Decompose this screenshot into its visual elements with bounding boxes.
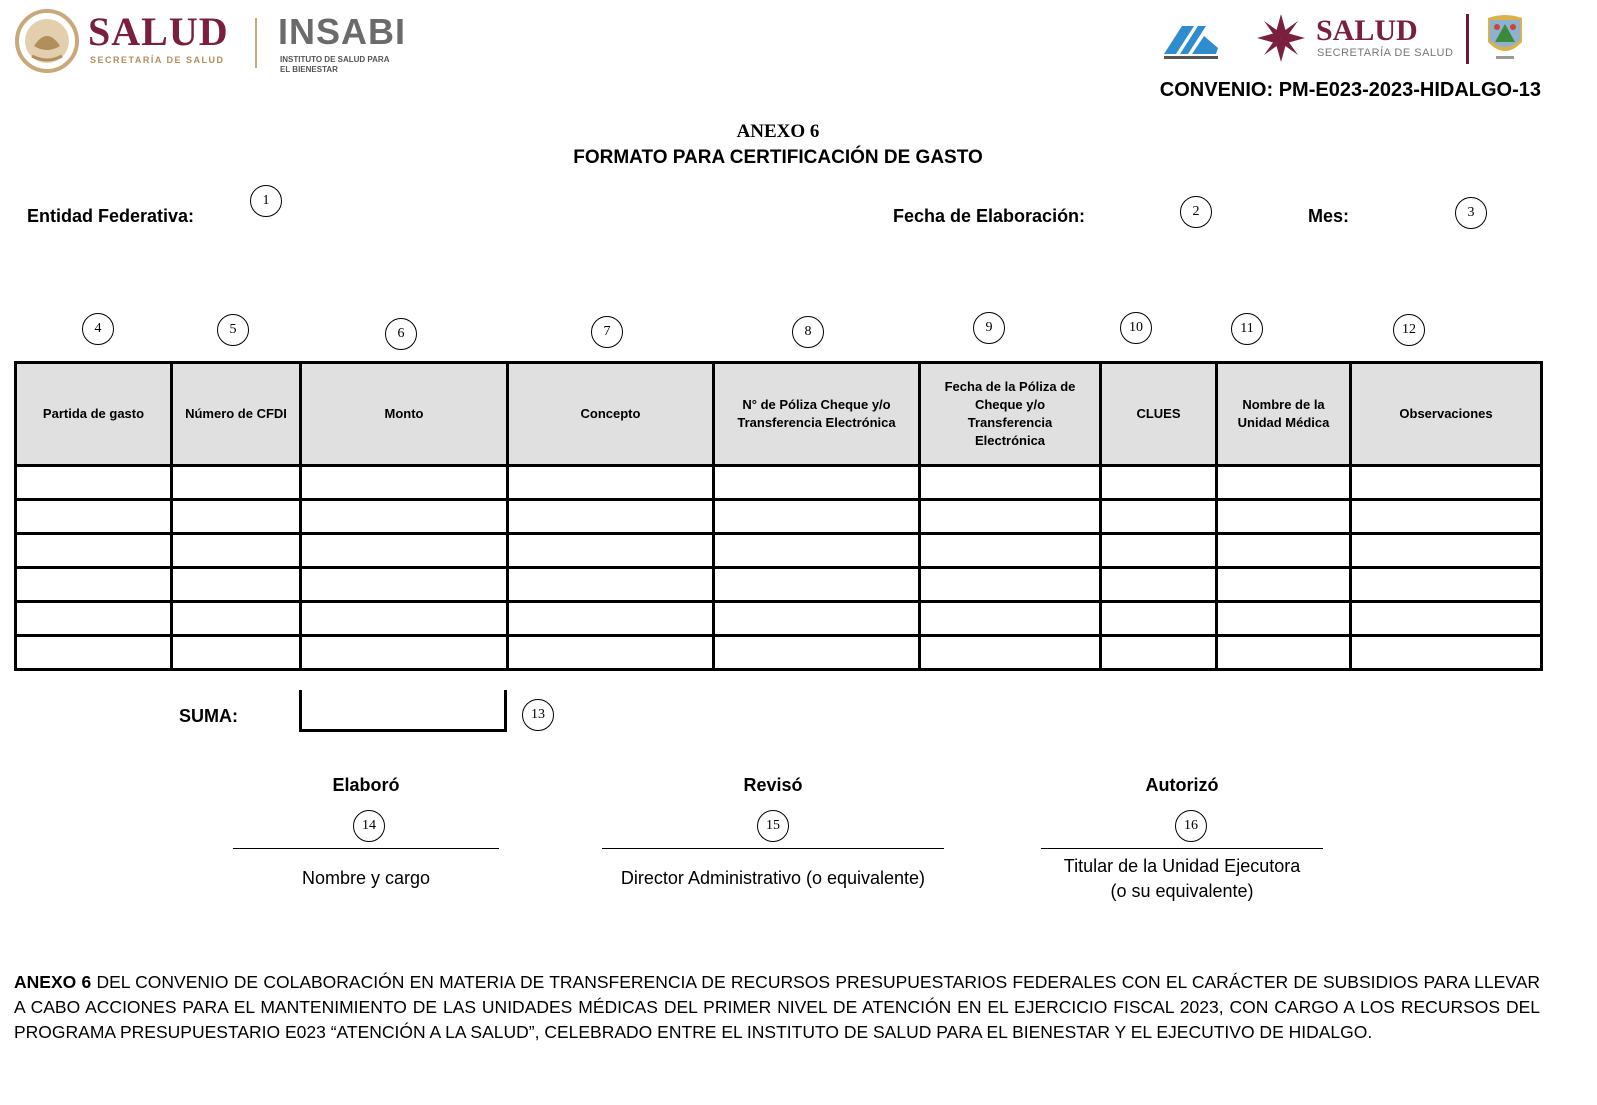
right-logo-divider (1466, 14, 1469, 64)
hidalgo-coat-of-arms-icon (1482, 12, 1528, 64)
marker-9: 9 (973, 312, 1005, 344)
signature-reviso-role: Director Administrativo (o equivalente) (620, 868, 926, 888)
footer-body: DEL CONVENIO DE COLABORACIÓN EN MATERIA DE TRANSFERENCIA DE RECURSOS PRESUPUESTARIOS FEDERALES CON EL CARÁCTER DE SUBSIDIOS PARA LLEVAR A CABO ACCIONES PARA EL MANTENIMIENTO DE LAS UNIDADES MÉDICAS DEL PRIMER NIVEL DE ATENCIÓN EN EL EJERCICIO FISCAL 2023, CON CARGO A LOS RECURSOS DEL PROGRAMA PRESUPUESTARIO E023 “ATENCIÓN A LA SALUD”, CELEBRADO ENTRE EL INSTITUTO DE SALUD PARA EL BIENESTAR Y EL EJECUTIVO DE HIDALGO. (14, 972, 1541, 1042)
table-cell[interactable] (172, 636, 301, 670)
marker-10: 10 (1120, 312, 1152, 344)
ssh-logo-icon (1160, 18, 1224, 62)
marker-12: 12 (1393, 314, 1425, 346)
table-cell[interactable] (172, 466, 301, 500)
table-cell[interactable] (714, 636, 920, 670)
signature-autorizo-role-line2: (o su equivalente) (1110, 881, 1254, 901)
signature-autorizo-role-line1: Titular de la Unidad Ejecutora (1063, 856, 1301, 876)
fecha-elaboracion-label: Fecha de Elaboración: (893, 206, 1086, 226)
signature-autorizo-title: Autorizó (1145, 775, 1219, 795)
insabi-logo-text: INSABI (278, 11, 407, 52)
right-salud-logo-text: SALUD (1316, 14, 1418, 47)
table-cell[interactable] (1217, 534, 1351, 568)
marker-7: 7 (591, 316, 623, 348)
page-title: FORMATO PARA CERTIFICACIÓN DE GASTO (573, 147, 983, 168)
col-header-partida: Partida de gasto (16, 363, 172, 466)
marker-1: 1 (250, 185, 282, 217)
table-cell[interactable] (1351, 534, 1542, 568)
table-row (16, 534, 1542, 568)
marker-15: 15 (757, 810, 789, 842)
entidad-federativa-label: Entidad Federativa: (27, 206, 195, 226)
table-cell[interactable] (1351, 636, 1542, 670)
table-cell[interactable] (1351, 602, 1542, 636)
table-cell[interactable] (1101, 602, 1217, 636)
table-body (16, 466, 1542, 670)
table-cell[interactable] (1101, 568, 1217, 602)
col-header-cfdi: Número de CFDI (172, 363, 301, 466)
table-cell[interactable] (1217, 568, 1351, 602)
table-cell[interactable] (1217, 636, 1351, 670)
col-header-clues: CLUES (1101, 363, 1217, 466)
salud-logo-subtitle: SECRETARÍA DE SALUD (90, 55, 225, 65)
table-cell[interactable] (920, 466, 1101, 500)
table-cell[interactable] (714, 602, 920, 636)
insabi-subtitle-line1: INSTITUTO DE SALUD PARA (280, 55, 390, 64)
table-cell[interactable] (508, 466, 714, 500)
table-cell[interactable] (16, 500, 172, 534)
signature-line-elaboro[interactable] (233, 848, 499, 849)
table-cell[interactable] (16, 568, 172, 602)
table-row (16, 568, 1542, 602)
table-cell[interactable] (508, 602, 714, 636)
convenio-number: CONVENIO: PM-E023-2023-HIDALGO-13 (1159, 79, 1541, 101)
table-cell[interactable] (1217, 466, 1351, 500)
col-header-observaciones: Observaciones (1351, 363, 1542, 466)
marker-16: 16 (1175, 810, 1207, 842)
table-cell[interactable] (16, 534, 172, 568)
table-cell[interactable] (172, 568, 301, 602)
table-cell[interactable] (301, 568, 508, 602)
marker-6: 6 (385, 318, 417, 350)
col-header-poliza: N° de Póliza Cheque y/o Transferencia Electrónica (714, 363, 920, 466)
suma-field[interactable] (299, 690, 507, 732)
table-cell[interactable] (1217, 602, 1351, 636)
insabi-subtitle-line2: EL BIENESTAR (280, 65, 338, 74)
table-row (16, 636, 1542, 670)
suma-label: SUMA: (179, 706, 238, 726)
signature-reviso-title: Revisó (743, 775, 803, 795)
expense-table (14, 361, 1543, 671)
table-cell[interactable] (1101, 466, 1217, 500)
table-header-row (16, 363, 1542, 466)
table-cell[interactable] (301, 466, 508, 500)
col-header-concepto: Concepto (508, 363, 714, 466)
table-cell[interactable] (172, 500, 301, 534)
marker-2: 2 (1180, 196, 1212, 228)
salud-logo-text: SALUD (88, 9, 229, 54)
table-cell[interactable] (1101, 534, 1217, 568)
signature-line-autorizo[interactable] (1041, 848, 1323, 849)
col-header-fecha-poliza: Fecha de la Póliza de Cheque y/o Transferencia Electrónica (920, 363, 1101, 466)
table-cell[interactable] (16, 636, 172, 670)
table-cell[interactable] (714, 568, 920, 602)
table-row (16, 466, 1542, 500)
marker-4: 4 (82, 313, 114, 345)
col-header-monto: Monto (301, 363, 508, 466)
marker-13: 13 (522, 699, 554, 731)
table-cell[interactable] (301, 534, 508, 568)
marker-3: 3 (1455, 197, 1487, 229)
signature-elaboro-role: Nombre y cargo (301, 868, 431, 888)
table-cell[interactable] (920, 500, 1101, 534)
table-cell[interactable] (301, 500, 508, 534)
table-cell[interactable] (1351, 500, 1542, 534)
table-cell[interactable] (714, 534, 920, 568)
table-cell[interactable] (301, 602, 508, 636)
table-cell[interactable] (920, 534, 1101, 568)
table-row (16, 602, 1542, 636)
table-cell[interactable] (1351, 466, 1542, 500)
table-cell[interactable] (301, 636, 508, 670)
table-cell[interactable] (508, 534, 714, 568)
table-cell[interactable] (16, 466, 172, 500)
marker-8: 8 (792, 316, 824, 348)
table-row (16, 500, 1542, 534)
signature-autorizo-role (1021, 854, 1343, 904)
table-cell[interactable] (1101, 500, 1217, 534)
table-cell[interactable] (920, 636, 1101, 670)
table-cell[interactable] (1101, 636, 1217, 670)
table-cell[interactable] (172, 602, 301, 636)
footer-legal-text (14, 970, 1540, 1045)
mexico-seal-icon (14, 8, 80, 74)
insabi-logo-subtitle (280, 55, 389, 75)
table-cell[interactable] (508, 568, 714, 602)
table-cell[interactable] (920, 602, 1101, 636)
table-cell[interactable] (1351, 568, 1542, 602)
marker-11: 11 (1231, 313, 1263, 345)
table-cell[interactable] (508, 636, 714, 670)
table-cell[interactable] (920, 568, 1101, 602)
marker-5: 5 (217, 314, 249, 346)
marker-14: 14 (353, 810, 385, 842)
footer-bold-prefix: ANEXO 6 (14, 972, 92, 992)
mes-label: Mes: (1308, 206, 1350, 226)
table-cell[interactable] (172, 534, 301, 568)
annex-title: ANEXO 6 (736, 121, 820, 142)
table-cell[interactable] (714, 466, 920, 500)
right-salud-logo-subtitle: SECRETARÍA DE SALUD (1317, 47, 1454, 59)
table-cell[interactable] (16, 602, 172, 636)
table-cell[interactable] (1217, 500, 1351, 534)
table-cell[interactable] (714, 500, 920, 534)
logo-divider (255, 18, 257, 68)
signature-elaboro-title: Elaboró (332, 775, 400, 795)
star-logo-icon (1255, 12, 1307, 64)
col-header-unidad-medica: Nombre de la Unidad Médica (1217, 363, 1351, 466)
table-cell[interactable] (508, 500, 714, 534)
signature-line-reviso[interactable] (602, 848, 944, 849)
